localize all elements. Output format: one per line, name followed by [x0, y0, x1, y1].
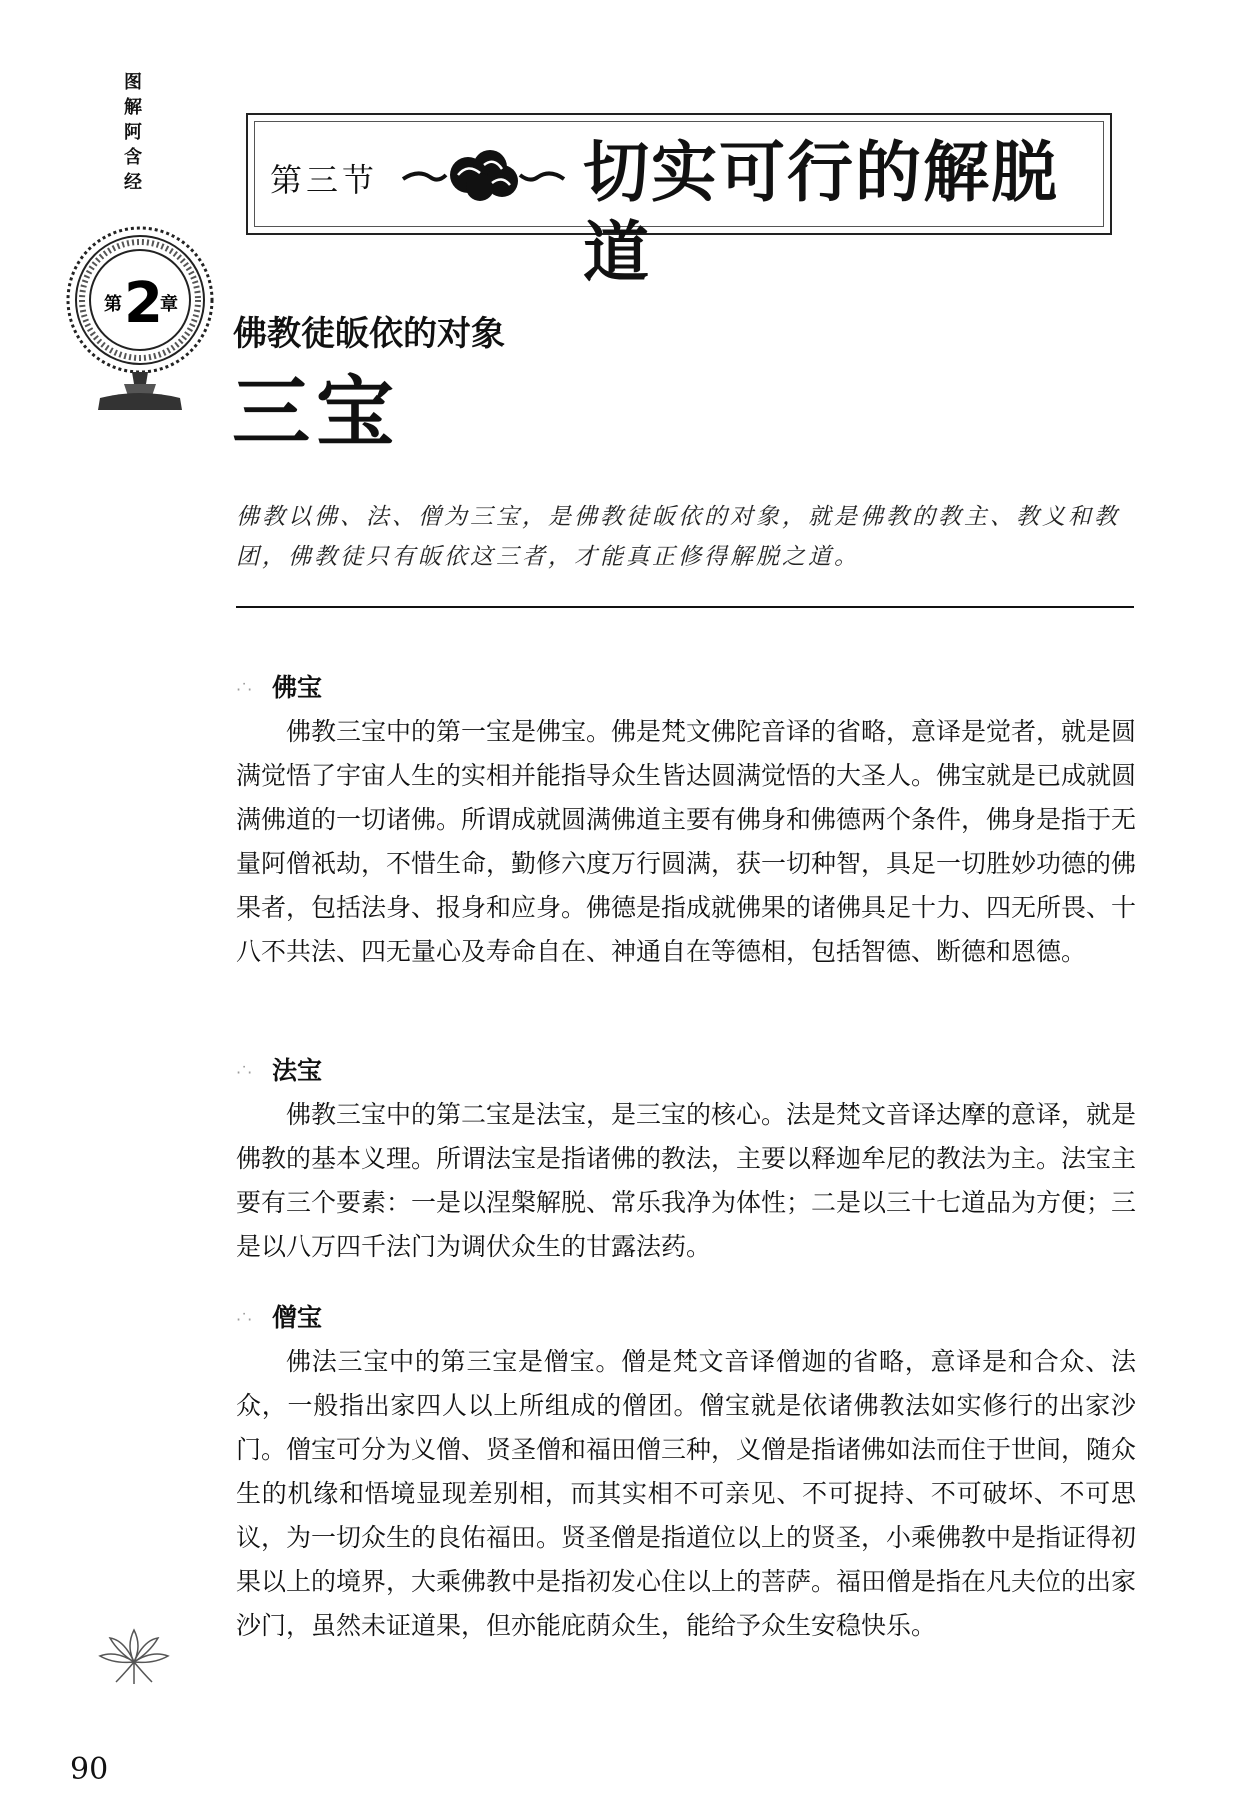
book-title-vertical [118, 70, 148, 195]
chapter-suffix: 章 [160, 294, 178, 315]
chapter-emblem-icon [60, 222, 220, 422]
lotus-icon [94, 1610, 174, 1690]
book-title-char: 图 [124, 72, 142, 93]
section-title: 切实可行的解脱道 [583, 134, 1059, 291]
section-header [246, 113, 1112, 291]
book-title-char: 解 [124, 97, 142, 118]
page-number: 90 [70, 1752, 109, 1787]
section-label: 第三节 [270, 161, 379, 199]
section-heading-text: 僧宝 [272, 1303, 323, 1332]
divider [236, 606, 1134, 608]
intro-paragraph: 佛教以佛、法、僧为三宝，是佛教徒皈依的对象，就是佛教的教主、教义和教团，佛教徒只有皈依这三者，才能真正修得解脱之道。 [236, 504, 1120, 570]
subtitle: 佛教徒皈依的对象 [233, 314, 505, 354]
section-paragraph: 佛教三宝中的第二宝是法宝，是三宝的核心。法是梵文音译达摩的意译，就是佛教的基本义理。所谓法宝是指诸佛的教法，主要以释迦牟尼的教法为主。法宝主要有三个要素：一是以涅槃解脱、常乐我净为体性；二是以三十七道品为方便；三是以八万四千法门为调伏众生的甘露法药。 [236, 1100, 1137, 1261]
section-heading-text: 佛宝 [272, 673, 323, 702]
section-paragraph: 佛法三宝中的第三宝是僧宝。僧是梵文音译僧迦的省略，意译是和合众、法众，一般指出家四人以上所组成的僧团。僧宝就是依诸佛教法如实修行的出家沙门。僧宝可分为义僧、贤圣僧和福田僧三种，义僧是指诸佛如法而住于世间，随众生的机缘和悟境显现差别相，而其实相不可亲见、不可捉持、不可破坏、不可思议，为一切众生的良佑福田。贤圣僧是指道位以上的贤圣，小乘佛教中是指证得初果以上的境界，大乘佛教中是指初发心住以上的菩萨。福田僧是指在凡夫位的出家沙门，虽然未证道果，但亦能庇荫众生，能给予众生安稳快乐。 [236, 1347, 1137, 1640]
book-title-char: 经 [124, 172, 142, 193]
book-title-char: 阿 [124, 122, 142, 143]
ornament-icon: ·˙· [236, 1309, 252, 1329]
ornament-icon: ·˙· [236, 1062, 252, 1082]
section-paragraph: 佛教三宝中的第一宝是佛宝。佛是梵文佛陀音译的省略，意译是觉者，就是圆满觉悟了宇宙人生的实相并能指导众生皆达圆满觉悟的大圣人。佛宝就是已成就圆满佛道的一切诸佛。所谓成就圆满佛道主要有佛身和佛德两个条件，佛身是指于无量阿僧祇劫，不惜生命，勤修六度万行圆满，获一切种智，具足一切胜妙功德的佛果者，包括法身、报身和应身。佛德是指成就佛果的诸佛具足十力、四无所畏、十八不共法、四无量心及寿命自在、神通自在等德相，包括智德、断德和恩德。 [236, 717, 1137, 966]
chapter-prefix: 第 [104, 294, 122, 315]
chapter-number: 2 [124, 271, 163, 336]
section-heading [236, 668, 322, 704]
auspicious-cloud-icon [398, 145, 568, 205]
section-heading-text: 法宝 [272, 1056, 323, 1085]
section-heading [236, 1051, 322, 1087]
main-title: 三宝 [232, 367, 401, 458]
ornament-icon: ·˙· [236, 679, 252, 699]
section-heading [236, 1298, 322, 1334]
book-title-char: 含 [124, 147, 142, 168]
